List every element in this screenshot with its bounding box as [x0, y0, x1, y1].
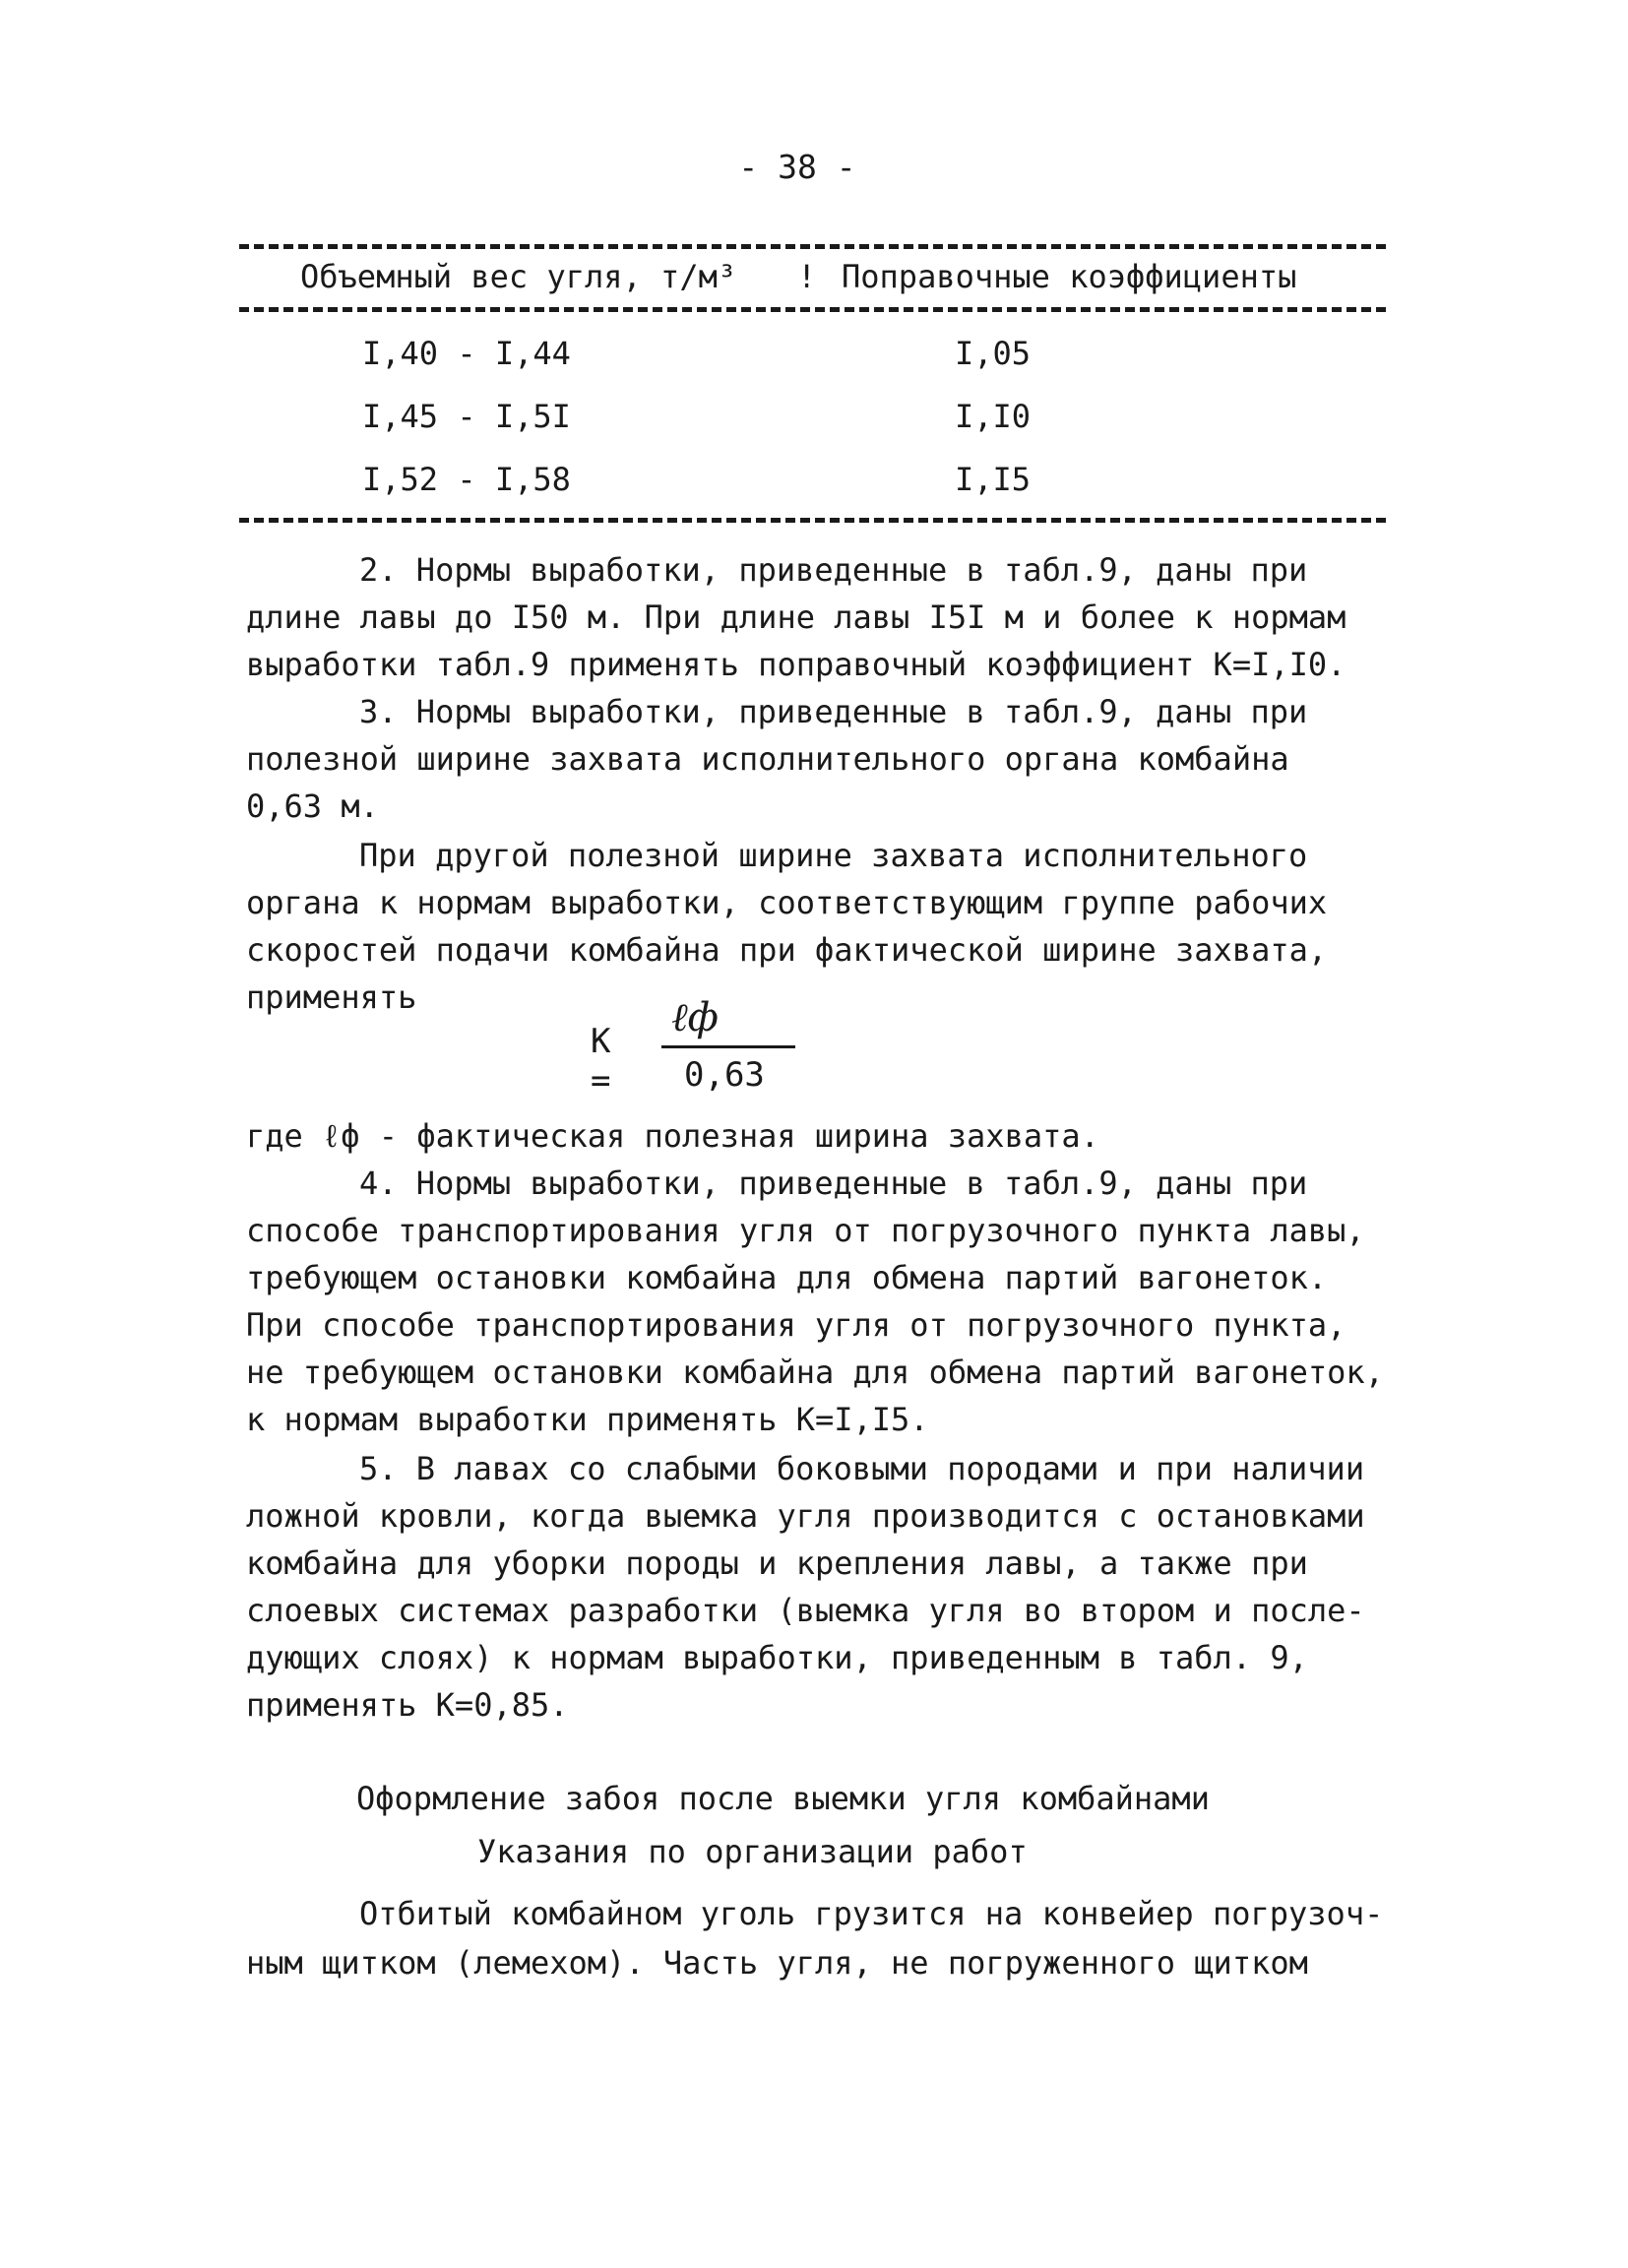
table-header-density: Объемный вес угля, т/м³	[300, 258, 737, 295]
text-line: к нормам выработки применять К=I,I5.	[246, 1401, 929, 1438]
text-line: 4. Нормы выработки, приведенные в табл.9, даны при	[359, 1165, 1308, 1202]
table-row-coef: I,I5	[955, 461, 1032, 498]
formula-numerator: ℓф	[671, 995, 719, 1040]
table-row-range: I,52 - I,58	[362, 461, 571, 498]
page-number: - 38 -	[738, 148, 856, 186]
text-line: слоевых системах разработки (выемка угля во втором и после-	[246, 1592, 1365, 1629]
text-line: полезной ширине захвата исполнительного органа комбайна	[246, 740, 1289, 778]
text-line: применять К=0,85.	[246, 1686, 569, 1724]
text-line: комбайна для уборки породы и крепления лавы, а также при	[246, 1544, 1308, 1582]
text-line: 0,63 м.	[246, 788, 379, 825]
table-bottom-rule	[239, 518, 1386, 523]
text-line: дующих слоях) к нормам выработки, приведенным в табл. 9,	[246, 1639, 1308, 1676]
table-row-range: I,45 - I,5I	[362, 398, 571, 435]
text-line: длине лавы до I50 м. При длине лавы I5I м и более к нормам	[246, 598, 1346, 636]
table-top-rule	[239, 244, 1386, 249]
text-line: Отбитый комбайном уголь грузится на конвейер погрузоч-	[359, 1895, 1384, 1932]
text-line: ложной кровли, когда выемка угля производится с остановками	[246, 1497, 1365, 1535]
text-line: 3. Нормы выработки, приведенные в табл.9, даны при	[359, 693, 1308, 730]
text-line: где ℓф - фактическая полезная ширина захвата.	[246, 1117, 1099, 1155]
text-line: органа к нормам выработки, соответствующим группе рабочих	[246, 884, 1328, 921]
text-line: требующем остановки комбайна для обмена партий вагонеток.	[246, 1259, 1328, 1296]
text-line: При способе транспортирования угля от погрузочного пункта,	[246, 1306, 1346, 1344]
text-line: 2. Нормы выработки, приведенные в табл.9, даны при	[359, 551, 1308, 589]
formula-denominator: 0,63	[684, 1055, 765, 1095]
text-line: выработки табл.9 применять поправочный коэффициент К=I,I0.	[246, 646, 1346, 683]
text-line: не требующем остановки комбайна для обмена партий вагонеток,	[246, 1354, 1384, 1391]
text-line: применять	[246, 978, 417, 1016]
section-heading: Оформление забоя после выемки угля комбайнами	[356, 1780, 1210, 1817]
table-header-coefficient: Поправочные коэффициенты	[842, 258, 1297, 295]
table-row-coef: I,05	[955, 335, 1032, 372]
table-header-separator: !	[797, 258, 817, 295]
formula-lhs: К =	[591, 1022, 611, 1101]
text-line: 5. В лавах со слабыми боковыми породами и при наличии	[359, 1450, 1365, 1487]
table-row-coef: I,I0	[955, 398, 1032, 435]
text-line: При другой полезной ширине захвата исполнительного	[359, 837, 1308, 874]
fraction-bar	[661, 1045, 795, 1048]
section-subheading: Указания по организации работ	[477, 1833, 1028, 1870]
text-line: скоростей подачи комбайна при фактической ширине захвата,	[246, 931, 1328, 969]
table-header-rule	[239, 307, 1386, 312]
text-line: способе транспортирования угля от погрузочного пункта лавы,	[246, 1212, 1365, 1249]
table-row-range: I,40 - I,44	[362, 335, 571, 372]
text-line: ным щитком (лемехом). Часть угля, не погруженного щитком	[246, 1944, 1308, 1982]
